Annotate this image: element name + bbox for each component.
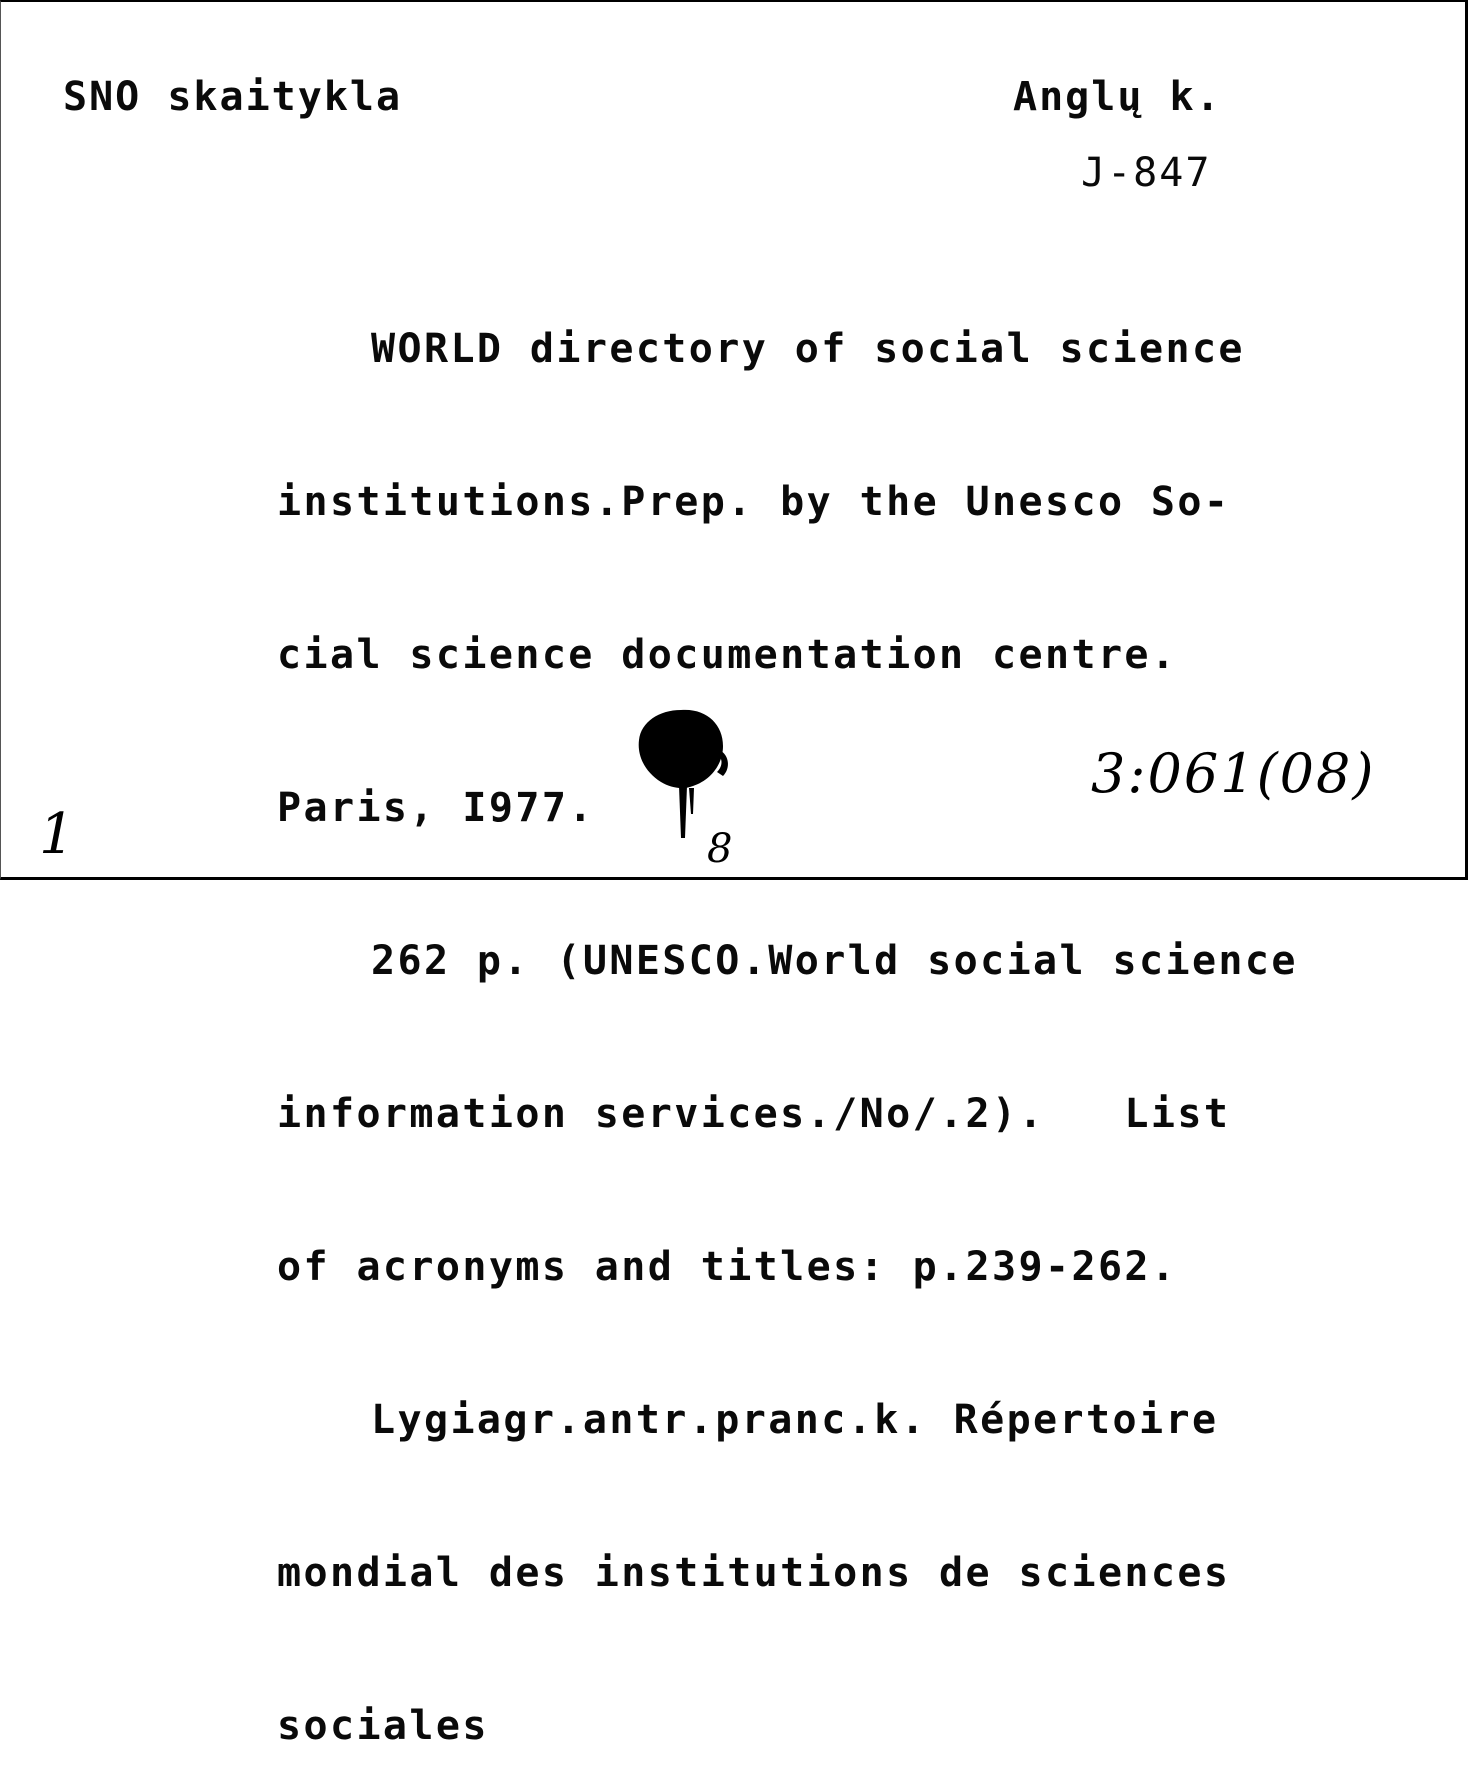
description-line: Lygiagr.antr.pranc.k. Répertoire — [371, 1397, 1219, 1443]
bibliographic-description — [277, 222, 1298, 1770]
description-line: sociales — [277, 1703, 489, 1749]
card-number: 1 — [39, 802, 75, 867]
language-label: Anglų k. — [1013, 74, 1222, 120]
description-line: institutions.Prep. by the Unesco So- — [277, 479, 1231, 525]
description-line: cial science documentation centre. — [277, 632, 1178, 678]
description-line: of acronyms and titles: p.239-262. — [277, 1244, 1178, 1290]
description-line: 262 p. (UNESCO.World social science — [371, 938, 1298, 984]
description-line: information services./No/.2). List — [277, 1091, 1231, 1137]
call-number: J-847 — [1081, 150, 1212, 196]
library-name: SNO skaitykla — [63, 74, 403, 120]
handwritten-mark: 8 — [707, 826, 733, 872]
description-line: Paris, I977. — [277, 785, 595, 831]
description-line: WORLD directory of social science — [371, 326, 1245, 372]
classification-number: 3:061(08) — [1091, 742, 1376, 805]
description-line: mondial des institutions de sciences — [277, 1550, 1231, 1596]
